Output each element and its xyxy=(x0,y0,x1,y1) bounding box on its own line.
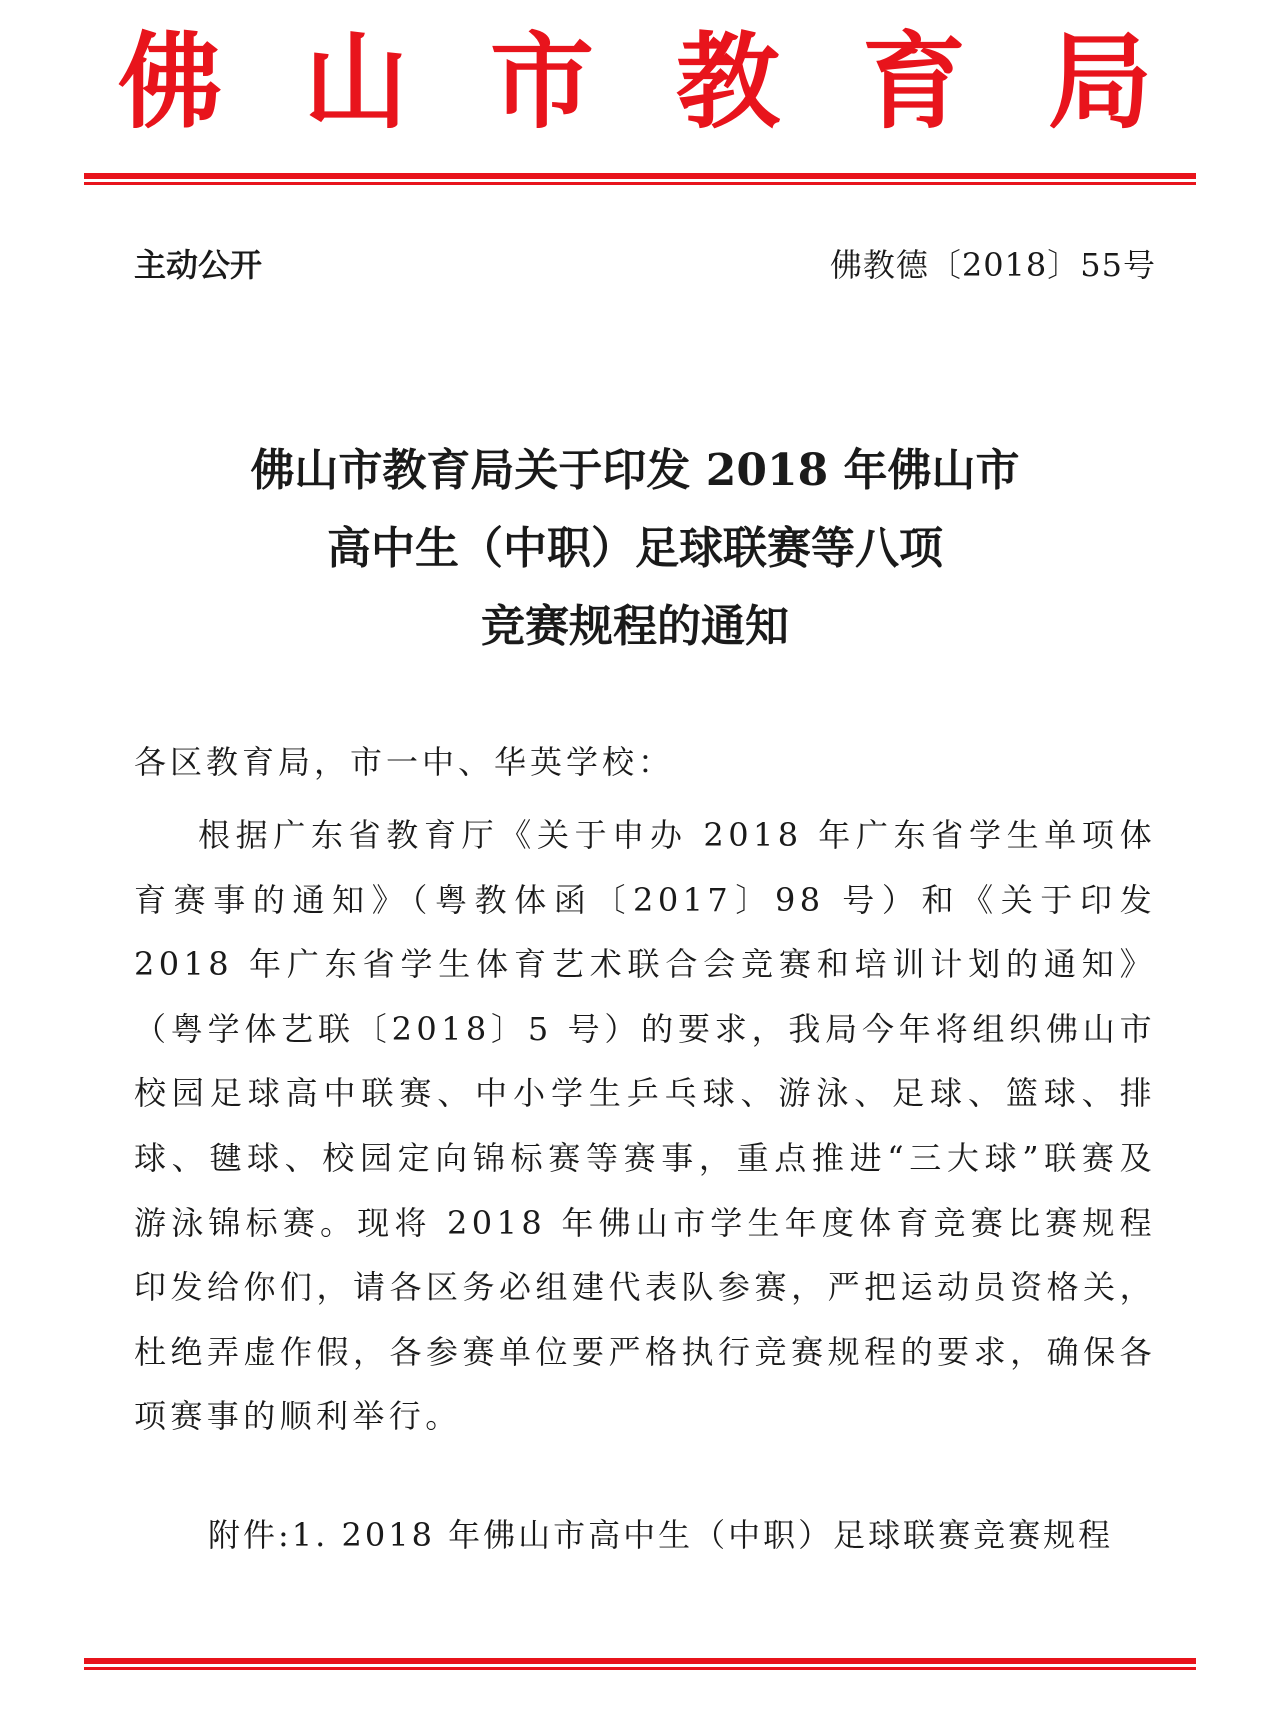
document-meta-row xyxy=(134,245,1156,285)
body-paragraph: 根据广东省教育厅《关于申办 2018 年广东省学生单项体育赛事的通知》（粤教体函〔2017〕98 号）和《关于印发 2018 年广东省学生体育艺术联合会竞赛和培训计划的通知》（粤学体艺联〔2018〕5 号）的要求，我局今年将组织佛山市校园足球高中联赛、中小学生乒乓球、游泳、足球、篮球、排球、毽球、校园定向锦标赛等赛事，重点推进“三大球”联赛及游泳锦标赛。现将 2018 年佛山市学生年度体育竞赛比赛规程印发给你们，请各区务必组建代表队参赛，严把运动员资格关，杜绝弄虚作假，各参赛单位要严格执行竞赛规程的要求，确保各项赛事的顺利举行。 xyxy=(134,816,1156,1436)
letterhead-char: 市 xyxy=(489,20,594,143)
letterhead-red-rule xyxy=(84,173,1196,185)
letterhead-char: 佛 xyxy=(117,20,222,143)
red-rule-thick-line xyxy=(84,1658,1196,1664)
document-title xyxy=(0,432,1270,666)
letterhead-char: 局 xyxy=(1047,20,1152,143)
red-rule-thick-line xyxy=(84,173,1196,179)
title-line: 竞赛规程的通知 xyxy=(481,601,789,652)
letterhead-char: 山 xyxy=(303,20,408,143)
footer-red-rule xyxy=(84,1658,1196,1670)
red-rule-thin-line xyxy=(84,182,1196,185)
letterhead-title xyxy=(0,22,1270,142)
letterhead-char: 育 xyxy=(861,20,966,143)
addressee-line: 各区教育局，市一中、华英学校： xyxy=(134,743,675,781)
title-line: 高中生（中职）足球联赛等八项 xyxy=(327,523,943,574)
disclosure-label: 主动公开 xyxy=(134,246,263,284)
red-rule-thin-line xyxy=(84,1667,1196,1670)
document-number: 佛教德〔2018〕55号 xyxy=(829,246,1156,284)
attachment-line: 附件:1. 2018 年佛山市高中生（中职）足球联赛竞赛规程 xyxy=(208,1516,1114,1554)
title-line: 佛山市教育局关于印发 2018 年佛山市 xyxy=(250,445,1020,496)
letterhead-char: 教 xyxy=(675,20,780,143)
